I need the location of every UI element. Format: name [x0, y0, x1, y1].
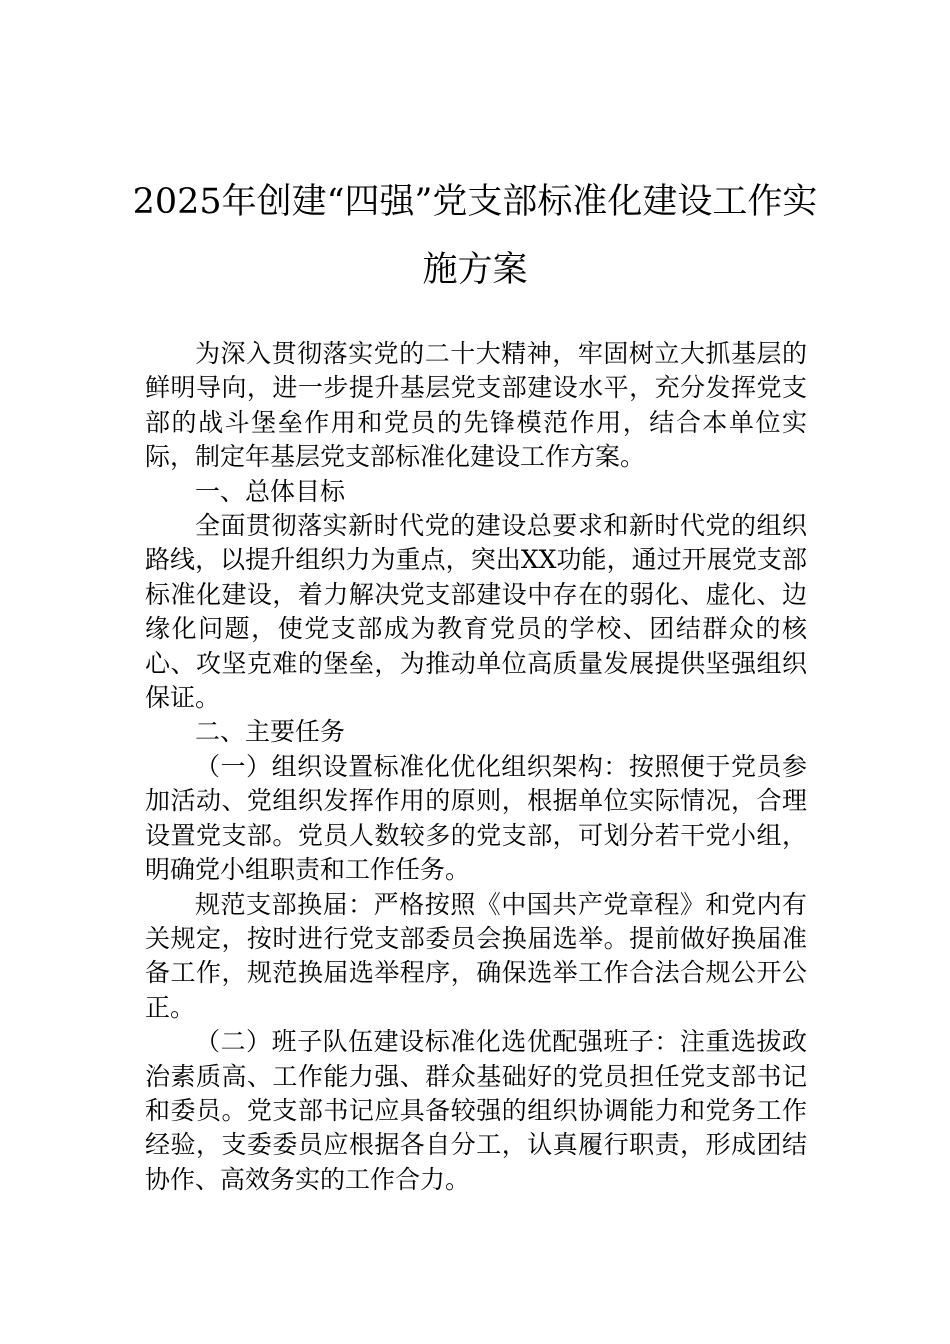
task-1-sub-paragraph: 规范支部换届：严格按照《中国共产党章程》和党内有关规定，按时进行党支部委员会换届选举。提前做好换届准备工作，规范换届选举程序，确保选举工作合法合规公开公正。 — [145, 889, 807, 1022]
overall-goal-paragraph: 全面贯彻落实新时代党的建设总要求和新时代党的组织路线，以提升组织力为重点，突出XX功能，通过开展党支部标准化建设，着力解决党支部建设中存在的弱化、虚化、边缘化问题，使党支部成为教育党员的学校、团结群众的核心、攻坚克难的堡垒，为推动单位高质量发展提供坚强组织保证。 — [145, 511, 807, 713]
task-1-paragraph: （一）组织设置标准化优化组织架构：按照便于党员参加活动、党组织发挥作用的原则，根据单位实际情况，合理设置党支部。党员人数较多的党支部，可划分若干党小组，明确党小组职责和工作任务。 — [145, 751, 807, 885]
document-title-line-1: 2025年创建“四强”党支部标准化建设工作实 — [132, 182, 818, 222]
document-body — [145, 337, 807, 1197]
section-heading-main-tasks: 二、主要任务 — [195, 717, 346, 747]
intro-paragraph: 为深入贯彻落实党的二十大精神，牢固树立大抓基层的鲜明导向，进一步提升基层党支部建设水平，充分发挥党支部的战斗堡垒作用和党员的先锋模范作用，结合本单位实际，制定年基层党支部标准化建设工作方案。 — [145, 339, 807, 472]
section-heading-overall-goal: 一、总体目标 — [195, 476, 346, 506]
task-2-paragraph: （二）班子队伍建设标准化选优配强班子：注重选拔政治素质高、工作能力强、群众基础好的党员担任党支部书记和委员。党支部书记应具备较强的组织协调能力和党务工作经验，支委委员应根据各自分工，认真履行职责，形成团结协作、高效务实的工作合力。 — [145, 1027, 807, 1194]
document-title-line-2: 施方案 — [422, 250, 528, 290]
